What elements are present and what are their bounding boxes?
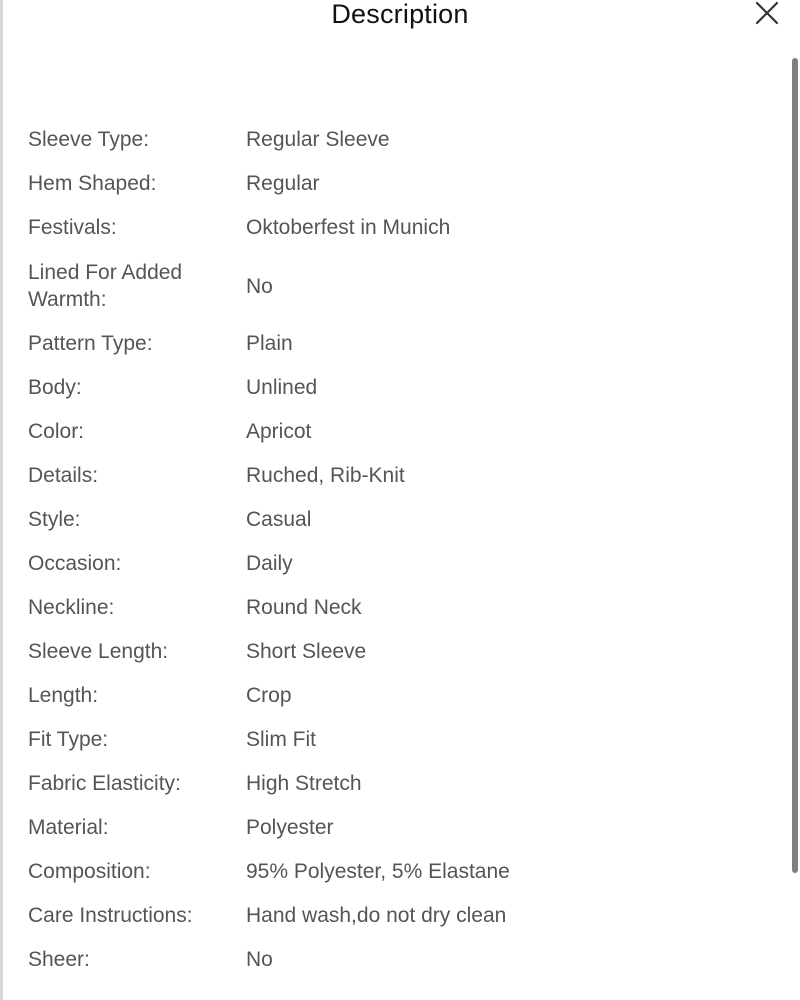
modal-title: Description bbox=[331, 0, 469, 29]
spec-row bbox=[0, 366, 790, 410]
scrollbar[interactable] bbox=[792, 58, 798, 873]
spec-value: Slim Fit bbox=[246, 728, 316, 751]
spec-row bbox=[0, 938, 790, 982]
spec-value: Short Sleeve bbox=[246, 640, 367, 663]
spec-label: Pattern Type: bbox=[28, 332, 153, 355]
spec-row bbox=[0, 454, 790, 498]
spec-row bbox=[0, 162, 790, 206]
spec-label: Details: bbox=[28, 464, 99, 487]
spec-row bbox=[0, 674, 790, 718]
spec-label: Care Instructions: bbox=[28, 904, 193, 927]
spec-label: Occasion: bbox=[28, 552, 122, 575]
spec-row bbox=[0, 762, 790, 806]
spec-value: Apricot bbox=[246, 420, 312, 443]
spec-label: Body: bbox=[28, 376, 82, 399]
spec-label: Sleeve Type: bbox=[28, 128, 150, 151]
spec-row bbox=[0, 718, 790, 762]
spec-label: Length: bbox=[28, 684, 99, 707]
spec-value: Oktoberfest in Munich bbox=[246, 216, 451, 239]
spec-row bbox=[0, 586, 790, 630]
spec-label: Style: bbox=[28, 508, 81, 531]
spec-row bbox=[0, 542, 790, 586]
spec-value: Ruched, Rib-Knit bbox=[246, 464, 405, 487]
spec-value: Regular Sleeve bbox=[246, 128, 390, 151]
spec-value: 95% Polyester, 5% Elastane bbox=[246, 860, 510, 883]
spec-row bbox=[0, 206, 790, 250]
spec-value: No bbox=[246, 948, 273, 971]
spec-row bbox=[0, 250, 790, 322]
spec-label: Fabric Elasticity: bbox=[28, 772, 181, 795]
spec-row bbox=[0, 322, 790, 366]
close-icon bbox=[752, 0, 782, 28]
spec-value: Crop bbox=[246, 684, 292, 707]
spec-value: Unlined bbox=[246, 376, 318, 399]
spec-label: Neckline: bbox=[28, 596, 115, 619]
spec-label: Color: bbox=[28, 420, 85, 443]
spec-label: Sleeve Length: bbox=[28, 640, 169, 663]
spec-row bbox=[0, 806, 790, 850]
spec-value: Daily bbox=[246, 552, 293, 575]
spec-label: Material: bbox=[28, 816, 109, 839]
spec-label: Festivals: bbox=[28, 216, 117, 239]
spec-row bbox=[0, 630, 790, 674]
spec-value: No bbox=[246, 274, 273, 298]
spec-label: Fit Type: bbox=[28, 728, 109, 751]
spec-value: Plain bbox=[246, 332, 293, 355]
spec-row bbox=[0, 894, 790, 938]
spec-value: Hand wash,do not dry clean bbox=[246, 904, 507, 927]
spec-row bbox=[0, 410, 790, 454]
spec-label: Hem Shaped: bbox=[28, 172, 157, 195]
spec-row bbox=[0, 118, 790, 162]
spec-value: Regular bbox=[246, 172, 320, 195]
spec-value: Round Neck bbox=[246, 596, 362, 619]
spec-label: Composition: bbox=[28, 860, 151, 883]
spec-value: High Stretch bbox=[246, 772, 362, 795]
spec-label: Lined For Added Warmth: bbox=[28, 261, 183, 311]
spec-value: Casual bbox=[246, 508, 312, 531]
spec-row bbox=[0, 498, 790, 542]
spec-row bbox=[0, 850, 790, 894]
close-button[interactable] bbox=[752, 0, 782, 28]
spec-list bbox=[0, 118, 790, 982]
spec-value: Polyester bbox=[246, 816, 334, 839]
spec-label: Sheer: bbox=[28, 948, 90, 971]
